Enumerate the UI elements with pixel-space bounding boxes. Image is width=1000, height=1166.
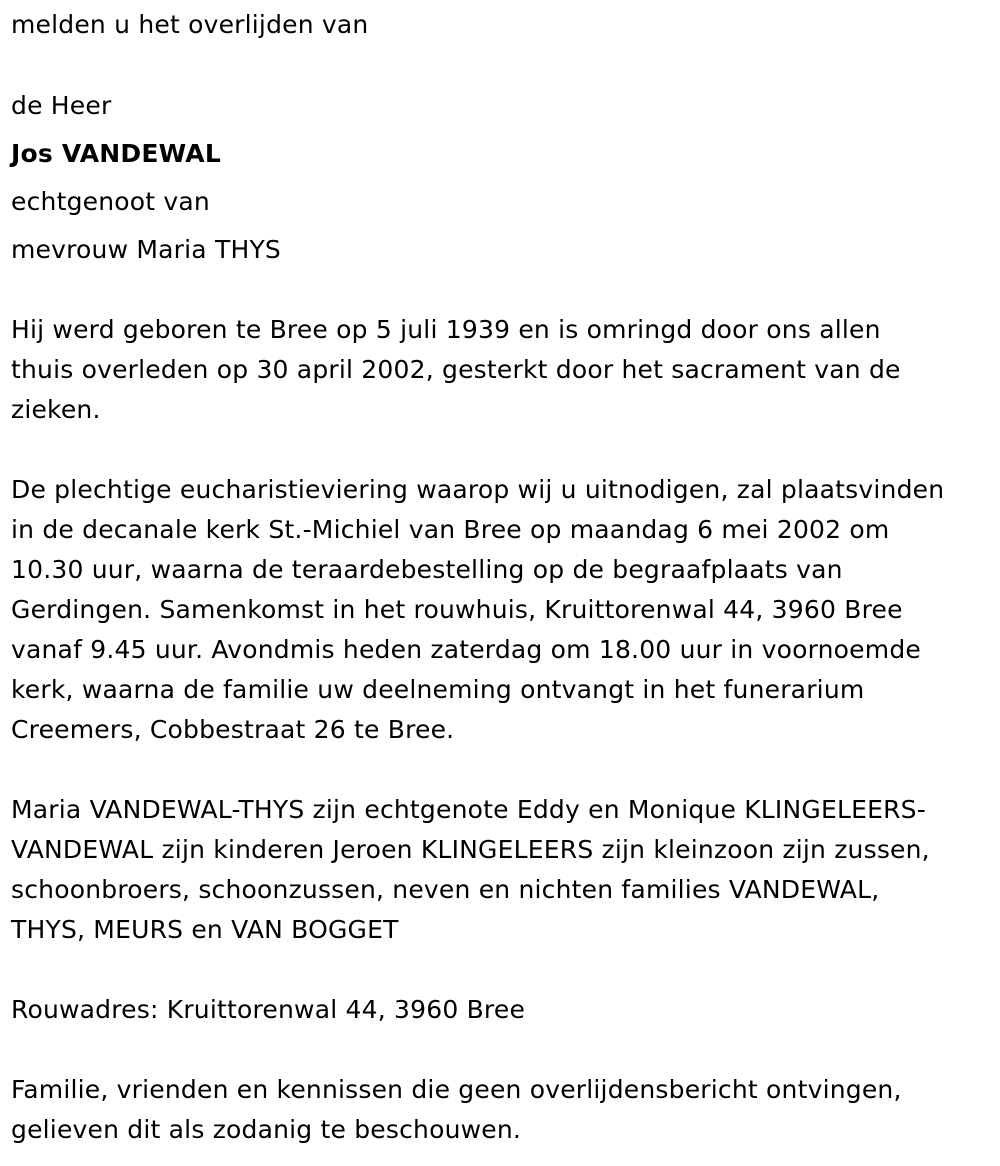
family-paragraph	[11, 790, 991, 950]
paragraph-line: De plechtige eucharistieviering waarop wij u uitnodigen, zal plaatsvinden	[11, 475, 945, 504]
paragraph-line: in de decanale kerk St.-Michiel van Bree op maandag 6 mei 2002 om	[11, 515, 890, 544]
paragraph-line: kerk, waarna de familie uw deelneming ontvangt in het funerarium	[11, 675, 865, 704]
birth-death-paragraph	[11, 310, 991, 430]
paragraph-line: THYS, MEURS en VAN BOGGET	[11, 915, 399, 944]
paragraph-line: vanaf 9.45 uur. Avondmis heden zaterdag om 18.00 uur in voornoemde	[11, 635, 921, 664]
intro-line: melden u het overlijden van	[11, 10, 369, 39]
salutation: de Heer	[11, 91, 112, 120]
address-line: Rouwadres: Kruittorenwal 44, 3960 Bree	[11, 995, 526, 1024]
paragraph-line: Creemers, Cobbestraat 26 te Bree.	[11, 715, 455, 744]
paragraph-line: thuis overleden op 30 april 2002, gesterkt door het sacrament van de	[11, 355, 901, 384]
paragraph-line: VANDEWAL zijn kinderen Jeroen KLINGELEERS zijn kleinzoon zijn zussen,	[11, 835, 930, 864]
paragraph-line: schoonbroers, schoonzussen, neven en nichten families VANDEWAL,	[11, 875, 880, 904]
closing-paragraph	[11, 1070, 991, 1150]
paragraph-line: 10.30 uur, waarna de teraardebestelling op de begraafplaats van	[11, 555, 843, 584]
spouse-line: mevrouw Maria THYS	[11, 235, 281, 264]
paragraph-line: zieken.	[11, 395, 101, 424]
relation-line: echtgenoot van	[11, 187, 210, 216]
paragraph-line: Maria VANDEWAL-THYS zijn echtgenote Eddy en Monique KLINGELEERS-	[11, 795, 926, 824]
paragraph-line: Gerdingen. Samenkomst in het rouwhuis, Kruittorenwal 44, 3960 Bree	[11, 595, 903, 624]
ceremony-paragraph	[11, 470, 991, 750]
paragraph-line: Hij werd geboren te Bree op 5 juli 1939 en is omringd door ons allen	[11, 315, 881, 344]
deceased-name: Jos VANDEWAL	[11, 139, 221, 168]
paragraph-line: gelieven dit als zodanig te beschouwen.	[11, 1115, 522, 1144]
paragraph-line: Familie, vrienden en kennissen die geen overlijdensbericht ontvingen,	[11, 1075, 902, 1104]
